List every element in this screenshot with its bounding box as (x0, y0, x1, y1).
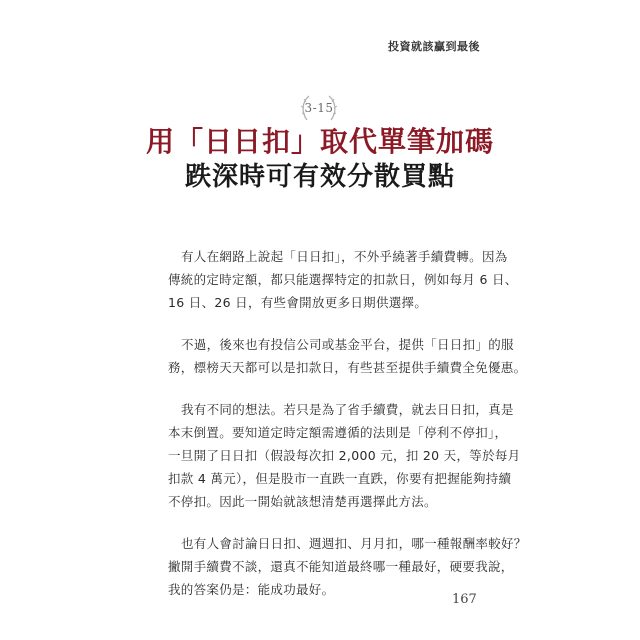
text-line: 16 日、26 日，有些會開放更多日期供選擇。 (168, 295, 428, 310)
text-line: 不過，後來也有投信公司或基金平台，提供「日日扣」的服 (181, 337, 514, 352)
paragraph-3 (168, 398, 521, 513)
section-number: 3-15 (304, 101, 334, 115)
paragraph-2 (168, 333, 527, 379)
paragraph-4 (168, 532, 527, 601)
text-line: 傳統的定時定額，都只能選擇特定的扣款日，例如每月 6 日、 (168, 272, 518, 287)
text-line: 我的答案仍是：能成功最好。 (168, 582, 335, 597)
chapter-title-line-1: 用「日日扣」取代單筆加碼 (145, 125, 494, 158)
paragraph-1 (168, 245, 518, 314)
text-line: 不停扣。因此一開始就該想清楚再選擇此方法。 (168, 494, 437, 509)
page-number: 167 (452, 592, 477, 607)
text-line: 有人在網路上說起「日日扣」，不外乎繞著手續費轉。因為 (181, 249, 508, 264)
body-text (168, 245, 527, 620)
text-line: 也有人會討論日日扣、週週扣、月月扣，哪一種報酬率較好？ (181, 536, 527, 551)
text-line: 務，標榜天天都可以是扣款日，有些甚至提供手續費全免優惠。 (168, 360, 527, 375)
text-line: 扣款 4 萬元），但是股市一直跌一直跌，你要有把握能夠持續 (168, 471, 512, 486)
text-line: 撇開手續費不談，還真不能知道最終哪一種最好，硬要我說， (168, 559, 514, 574)
running-header: 投資就該贏到最後 (388, 40, 480, 53)
text-line: 本末倒置。要知道定時定額需遵循的法則是「停利不停扣」， (168, 425, 508, 440)
text-line: 我有不同的想法。若只是為了省手續費，就去日日扣，真是 (181, 402, 514, 417)
text-line: 一旦開了日日扣（假設每次扣 2,000 元，扣 20 天，等於每月 (168, 448, 521, 463)
chapter-title-line-2: 跌深時可有效分散買點 (184, 162, 455, 192)
